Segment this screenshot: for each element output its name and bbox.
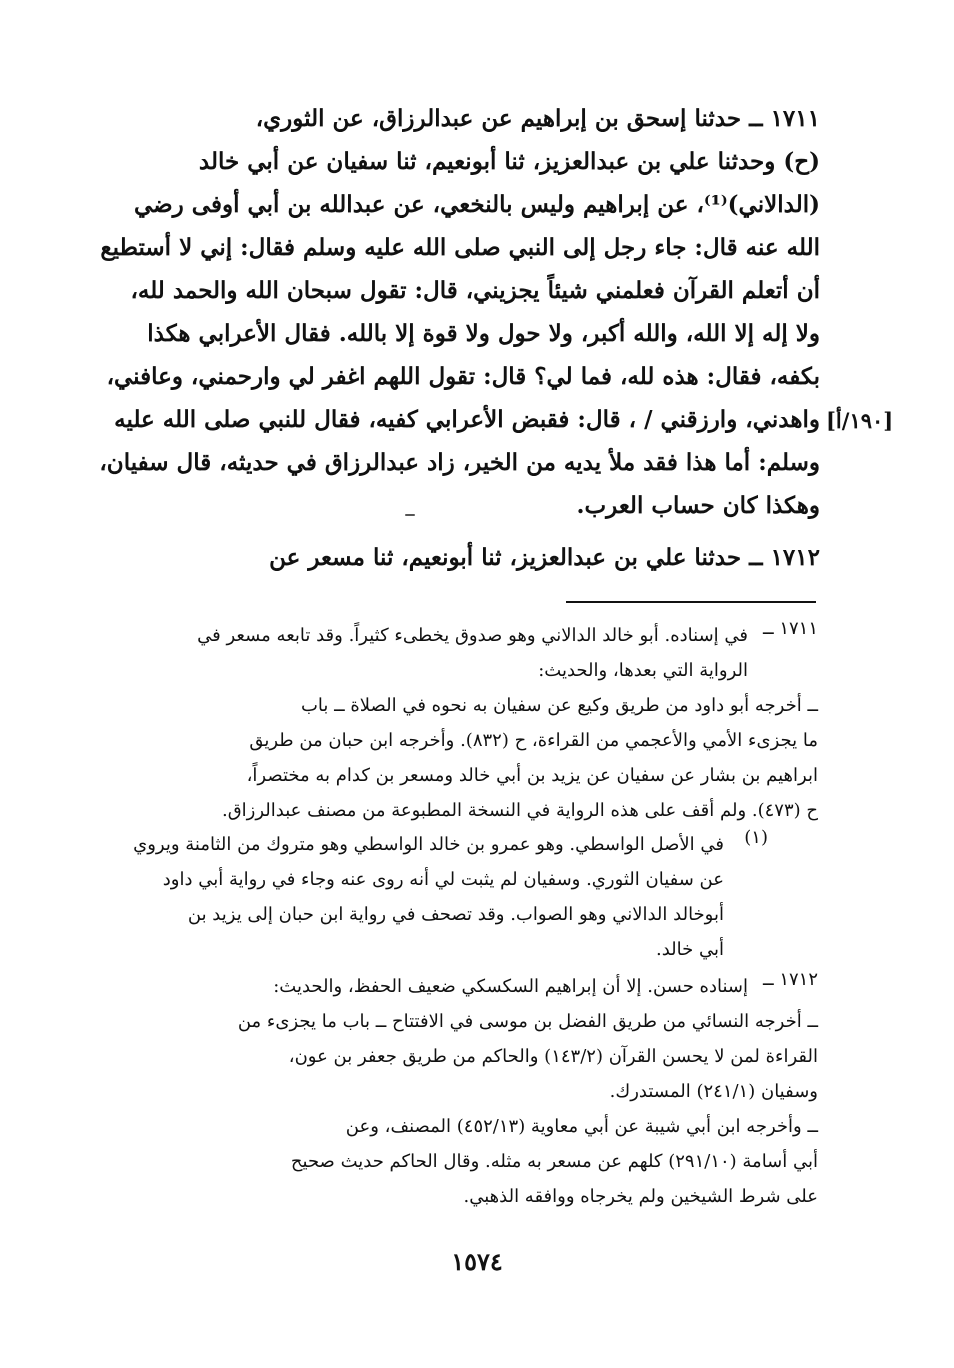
footnote-1711-line-1: في إسناده. أبو خالد الدالاني وهو صدوق يخطىء كثيراً. وقد تابعه مسعر في (197, 625, 748, 646)
hadith-1711-block (99, 97, 820, 527)
hadith-1712-block (108, 536, 820, 579)
footnote-1712-line-2: ــ أخرجه النسائي من طريق الفضل بن موسى في الافتتاح ــ باب ما يجزىء من (237, 1011, 818, 1032)
hadith-1711-line-5: أن أتعلم القرآن فعلمني شيئاً يجزيني، قال: تقول سبحان الله والحمد لله، (130, 277, 820, 304)
footnote-1711-line-4: ما يجزىء الأمي والأعجمي من القراءة، ح (٨٣٢). وأخرجه ابن حبان من طريق (249, 730, 818, 751)
footnote-1711-line-2: الرواية التي بعدها، والحديث: (538, 660, 748, 681)
hadith-1711-line-10: وهكذا كان حساب العرب. (576, 492, 820, 519)
hadith-1712-line-1: ١٧١٢ ــ حدثنا علي بن عبدالعزيز، ثنا أبونعيم، ثنا مسعر عن (269, 544, 820, 571)
hadith-1711-line-9: وسلم: أما هذا فقد ملأ يديه من الخير، زاد عبدالرزاق في حديثه، قال سفيان، (99, 449, 820, 476)
hadith-1711-line-7: بكفه، فقال: هذه لله، فما لي؟ قال: تقول اللهم اغفر لي وارحمني، وعافني، (106, 363, 820, 390)
footnote-1712-line-1: إسناده حسن. إلا أن إبراهيم السكسكي ضعيف الحفظ، والحديث: (273, 976, 748, 997)
footnote-1711-line-5: ابراهيم بن بشار عن سفيان عن يزيد بن أبي خالد ومسعر بن كدام به مختصراً، (246, 765, 818, 786)
footnote-1711-label: ١٧١١ ــ (763, 618, 818, 639)
footnote-1711-line-6: ح (٤٧٣). ولم أقف على هذه الرواية في النسخة المطبوعة من مصنف عبدالرزاق. (221, 800, 818, 821)
hadith-1711-line-6: ولا إله إلا الله، والله أكبر، ولا حول ولا قوة إلا بالله. فقال الأعرابي هكذا (147, 320, 820, 347)
footnote-1712-label: ١٧١٢ ــ (763, 969, 818, 990)
footnote-1712-line-3: القراءة لمن لا يحسن القرآن (١٤٣/٢) والحاكم من طريق جعفر بن عون، (288, 1046, 818, 1067)
footnote-paren-1-line-1: في الأصل الواسطي. وهو عمرو بن خالد الواسطي وهو متروك من الثامنة ويروي (133, 834, 724, 855)
footnote-1711-body (112, 618, 748, 688)
footnote-paren-1-line-4: أبي خالد. (655, 939, 724, 960)
margin-folio-reference: [١٩٠/أ] (826, 408, 894, 433)
hadith-1711-line-4: الله عنه قال: جاء رجل إلى النبي صلى الله عليه وسلم فقال: إني لا أستطيع (100, 234, 820, 261)
hadith-1711-line-1: ١٧١١ ــ حدثنا إسحق بن إبراهيم عن عبدالرزاق، عن الثوري، (255, 105, 820, 132)
footnote-1712-body (112, 969, 748, 1004)
footnote-1712-line-4: وسفيان (٢٤١/١) المستدرك. (609, 1081, 818, 1102)
footnote-1712-line-5: ــ وأخرجه ابن أبي شيبة عن أبي معاوية (٤٥٢/١٣) المصنف، وعن (345, 1116, 818, 1137)
hadith-1711-line-3: (الدالاني)⁽¹⁾، عن إبراهيم وليس بالنخعي، عن عبدالله بن أبي أوفى رضي (133, 191, 820, 218)
footnote-paren-1-line-3: أبوخالد الدالاني وهو الصواب. وقد تصحف في رواية ابن حبان إلى يزيد بن (187, 904, 724, 925)
footnote-1711-body-cont (112, 688, 818, 828)
footnote-1712-body-cont (112, 1004, 818, 1214)
hadith-1711-line-2: (ح) وحدثنا علي بن عبدالعزيز، ثنا أبونعيم، ثنا سفيان عن أبي خالد (198, 148, 820, 175)
footnote-paren-1-body (112, 827, 724, 967)
scan-smudge-mark (405, 514, 415, 516)
hadith-1711-line-8: واهدني، وارزقني / ، قال: فقبض الأعرابي كفيه، فقال للنبي صلى الله عليه (114, 406, 820, 433)
page-number: ١٥٧٤ (451, 1247, 503, 1276)
footnote-1711-line-3: ــ أخرجه أبو داود من طريق وكيع عن سفيان به نحوه في الصلاة ــ باب (300, 695, 818, 716)
footnote-paren-1-label: (١) (744, 827, 768, 848)
footnote-1712-line-6: أبي أسامة (٢٩١/١٠) كلهم عن مسعر به مثله. وقال الحاكم حديث صحيح (290, 1151, 818, 1172)
footnote-1712-line-7: على شرط الشيخين ولم يخرجاه ووافقه الذهبي. (463, 1186, 818, 1207)
footnote-paren-1-line-2: عن سفيان الثوري. وسفيان لم يثبت لي أنه روى عنه وجاء في رواية أبي داود (162, 869, 724, 890)
footnote-separator-rule (566, 601, 816, 603)
